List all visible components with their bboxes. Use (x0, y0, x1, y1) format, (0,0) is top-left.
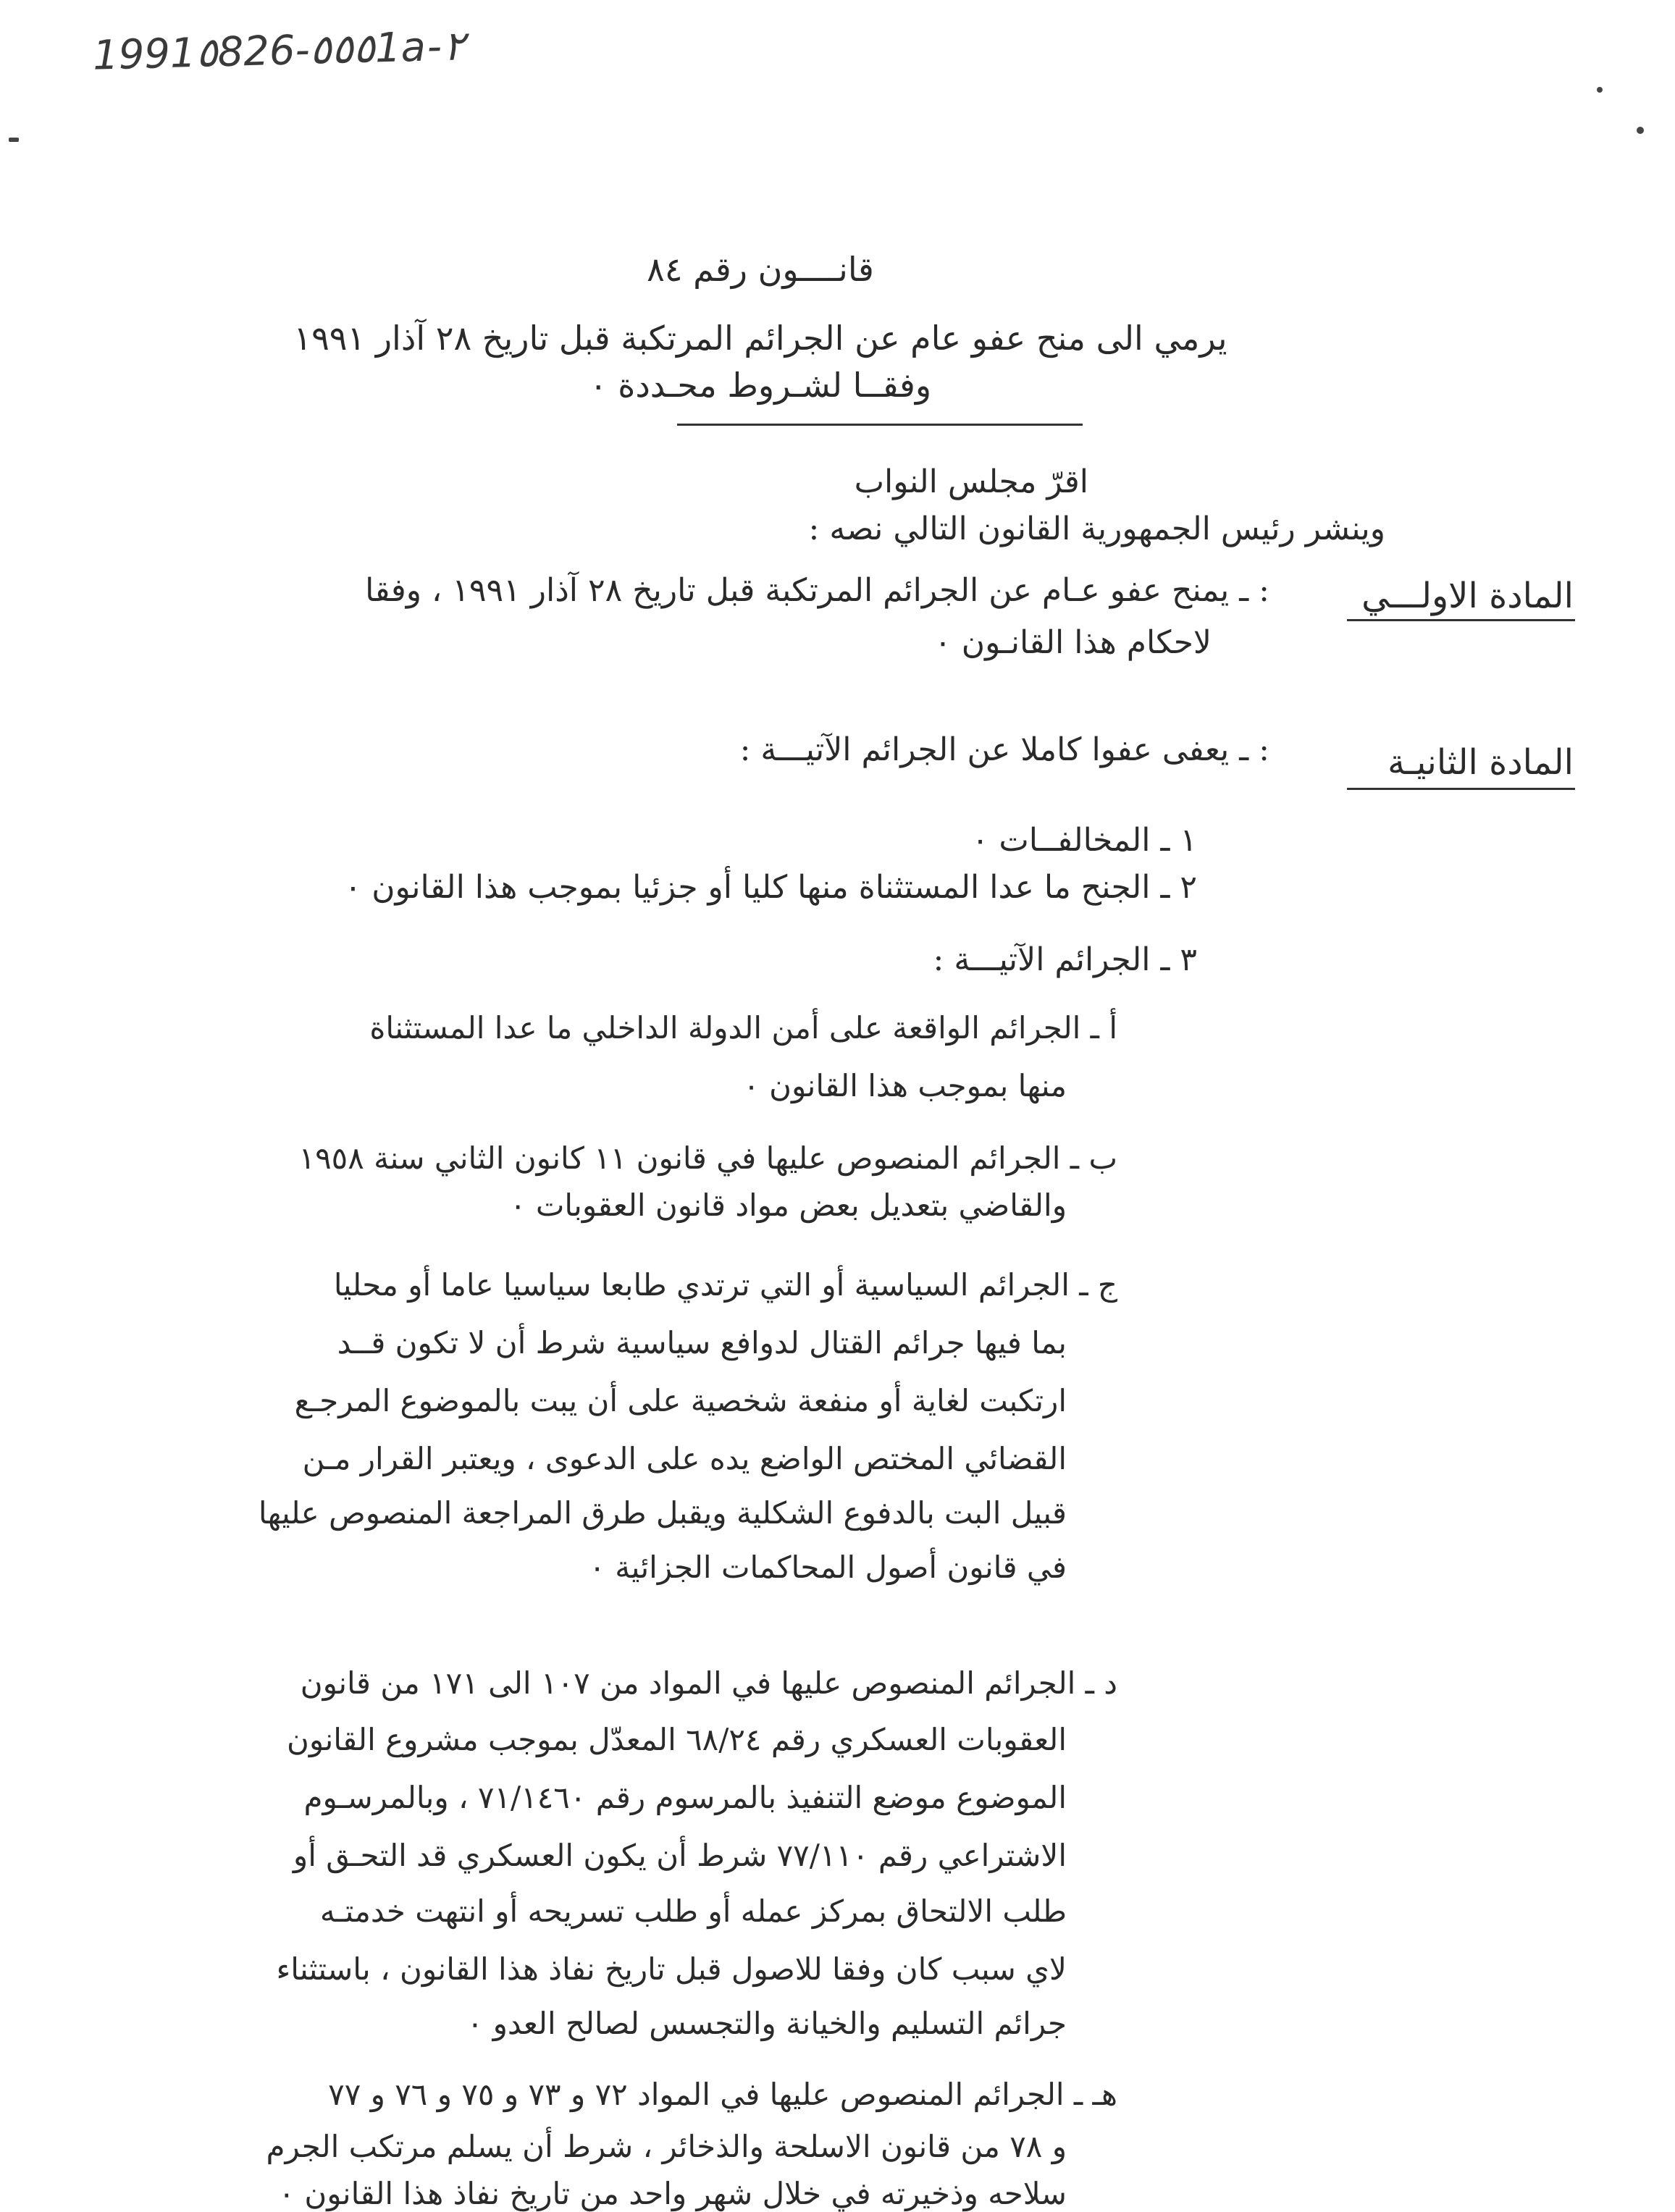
subitem-d: طلب الالتحاق بمركز عمله أو طلب تسريحه أو انتهت خدمتـه (319, 1893, 1067, 1929)
subitem-a: منها بموجب هذا القانون ٠ (743, 1068, 1067, 1103)
subitem-e: و ٧٨ من قانون الاسلحة والذخائر ، شرط أن يسلم مرتكب الجرم (266, 2129, 1067, 2164)
subitem-c: بما فيها جرائم القتال لدوافع سياسية شرط أن لا تكون قــد (337, 1325, 1067, 1361)
subitem-c: في قانون أصول المحاكمات الجزائية ٠ (589, 1549, 1067, 1585)
subitem-a: أ ـ الجرائم الواقعة على أمن الدولة الداخلي ما عدا المستثناة (369, 1010, 1117, 1046)
subitem-b: ب ـ الجرائم المنصوص عليها في قانون ١١ كانون الثاني سنة ١٩٥٨ (298, 1140, 1117, 1176)
scan-speck (9, 138, 19, 142)
law-title: قانــــون رقم ٨٤ (647, 250, 874, 289)
subitem-c: قبيل البت بالدفوع الشكلية ويقبل طرق المراجعة المنصوص عليها (258, 1495, 1067, 1531)
article-2-item: ١ ـ المخالفــات ٠ (971, 822, 1197, 859)
subitem-d: د ـ الجرائم المنصوص عليها في المواد من ١٠٧ الى ١٧١ من قانون (300, 1665, 1117, 1701)
subitem-d: الموضوع موضع التنفيذ بالمرسوم رقم ٧١/١٤٦٠ ، وبالمرسـوم (303, 1780, 1067, 1815)
intro-president: وينشر رئيس الجمهورية القانون التالي نصه : (808, 510, 1385, 547)
scan-speck (1597, 87, 1603, 93)
subitem-c: ارتكبت لغاية أو منفعة شخصية على أن يبت بالموضوع المرجـع (294, 1383, 1067, 1418)
subitem-d: العقوبات العسكري رقم ٦٨/٢٤ المعدّل بموجب مشروع القانون (287, 1722, 1067, 1757)
intro-parliament: اقرّ مجلس النواب (854, 463, 1088, 500)
article-2-label: المادة الثانيـة (1388, 742, 1574, 783)
article-1-label: المادة الاولـــي (1361, 576, 1574, 616)
article-2-label-underline (1347, 788, 1575, 790)
subitem-c: ج ـ الجرائم السياسية أو التي ترتدي طابعا سياسيا عاما أو محليا (333, 1267, 1117, 1303)
subitem-c: القضائي المختص الواضع يده على الدعوى ، ويعتبر القرار مـن (302, 1441, 1067, 1476)
reference-number: 1991٥826-٥٥٥1a-٢ (92, 22, 466, 80)
subitem-d: الاشتراعي رقم ٧٧/١١٠ شرط أن يكون العسكري قد التحـق أو (293, 1838, 1067, 1873)
subitem-e: هـ ـ الجرائم المنصوص عليها في المواد ٧٢ و ٧٣ و ٧٥ و ٧٦ و ٧٧ (328, 2077, 1117, 2112)
article-2-item: ٣ ـ الجرائم الآتيـــة : (933, 941, 1197, 978)
law-subtitle-conditions: وفقــا لشـروط محـددة ٠ (589, 366, 932, 405)
subitem-e: سلاحه وذخيرته في خلال شهر واحد من تاريخ نفاذ هذا القانون ٠ (278, 2176, 1067, 2211)
article-1-label-underline (1347, 619, 1575, 621)
scan-speck (1637, 127, 1644, 134)
article-2-item: ٢ ـ الجنح ما عدا المستثناة منها كليا أو جزئيا بموجب هذا القانون ٠ (344, 869, 1197, 906)
title-underline (677, 424, 1083, 426)
subitem-b: والقاضي بتعديل بعض مواد قانون العقوبات ٠ (509, 1187, 1067, 1223)
subitem-d: لاي سبب كان وفقا للاصول قبل تاريخ نفاذ هذا القانون ، باستثناء (276, 1951, 1067, 1987)
subitem-d: جرائم التسليم والخيانة والتجسس لصالح العدو ٠ (466, 2006, 1067, 2041)
article-1-text: لاحكام هذا القانـون ٠ (934, 624, 1212, 661)
article-2-text: : ـ يعفى عفوا كاملا عن الجرائم الآتيـــة : (739, 731, 1269, 768)
law-subtitle: يرمي الى منح عفو عام عن الجرائم المرتكبة قبل تاريخ ٢٨ آذار ١٩٩١ (293, 319, 1227, 358)
article-1-text: : ـ يمنح عفو عـام عن الجرائم المرتكبة قبل تاريخ ٢٨ آذار ١٩٩١ ، وفقا (365, 572, 1269, 609)
